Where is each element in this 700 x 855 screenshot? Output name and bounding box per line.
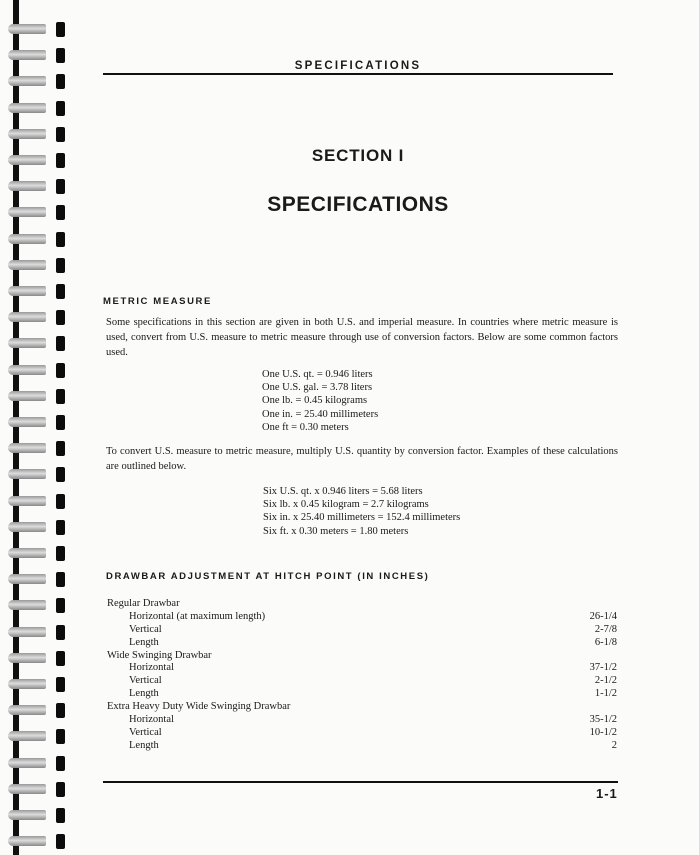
row-value: 2-1/2 — [594, 675, 617, 687]
binding-coil — [8, 179, 60, 194]
binding-coil — [8, 232, 60, 247]
binding-coil — [8, 258, 60, 273]
binding-coil — [8, 494, 60, 509]
row-label: Horizontal (at maximum length) — [129, 610, 266, 622]
row-label: Regular Drawbar — [107, 598, 180, 609]
conversion-examples — [263, 485, 460, 538]
page-title: SPECIFICATIONS — [267, 193, 449, 216]
row-value: 6-1/8 — [594, 636, 617, 648]
binding-coil — [8, 441, 60, 456]
conversion-example: Six ft. x 0.30 meters = 1.80 meters — [263, 525, 409, 537]
drawbar-heading: DRAWBAR ADJUSTMENT AT HITCH POINT (IN INCHES) — [106, 571, 430, 582]
conversion-example: Six in. x 25.40 millimeters = 152.4 millimeters — [263, 512, 461, 524]
binding-coil — [8, 598, 60, 613]
running-head: SPECIFICATIONS — [294, 60, 422, 72]
binding-coil — [8, 808, 60, 823]
binding-coil — [8, 467, 60, 482]
page-number: 1-1 — [596, 786, 618, 801]
binding-coil — [8, 153, 60, 168]
binding-coil — [8, 389, 60, 404]
metric-heading: METRIC MEASURE — [103, 296, 212, 307]
binding-coil — [8, 284, 60, 299]
footer-rule — [103, 781, 618, 783]
row-value: 26-1/4 — [589, 610, 617, 622]
binding-coil — [8, 127, 60, 142]
binding-coil — [8, 572, 60, 587]
binding-coil — [8, 48, 60, 63]
table-row — [107, 650, 617, 663]
binding-coil — [8, 651, 60, 666]
metric-intro: Some specifications in this section are given in both U.S. and imperial measure. In countries where metric measure is used, convert from U.S. measure to metric measure through use of conversion factors. Below are some common factors used. — [106, 317, 618, 358]
binding-coil — [8, 834, 60, 849]
drawbar-table — [107, 598, 617, 753]
conversion-example: Six U.S. qt. x 0.946 liters = 5.68 liters — [263, 486, 423, 497]
header-rule — [103, 73, 613, 75]
binding-coil — [8, 677, 60, 692]
table-row — [107, 624, 617, 637]
spiral-binding — [0, 0, 72, 855]
table-row — [107, 637, 617, 650]
row-value: 2-7/8 — [594, 623, 617, 635]
row-label: Horizontal — [129, 662, 174, 674]
conversion-factor: One ft = 0.30 meters — [262, 421, 349, 433]
binding-coil — [8, 756, 60, 771]
binding-coil — [8, 22, 60, 37]
binding-coil — [8, 520, 60, 535]
row-value: 10-1/2 — [589, 726, 617, 738]
section-label: SECTION I — [311, 146, 405, 165]
row-label: Wide Swinging Drawbar — [107, 649, 212, 661]
conversion-factors — [262, 368, 378, 434]
row-value: 1-1/2 — [594, 688, 617, 700]
table-row — [107, 688, 617, 701]
row-label: Length — [129, 739, 159, 751]
table-row — [107, 598, 617, 611]
row-label: Extra Heavy Duty Wide Swinging Drawbar — [107, 701, 291, 713]
conversion-factor: One in. = 25.40 millimeters — [262, 408, 379, 420]
table-row — [107, 611, 617, 624]
row-label: Length — [129, 636, 159, 648]
table-row — [107, 714, 617, 727]
binding-coil — [8, 336, 60, 351]
table-row — [107, 662, 617, 675]
table-row — [107, 727, 617, 740]
row-label: Vertical — [129, 623, 162, 635]
conversion-example: Six lb. x 0.45 kilogram = 2.7 kilograms — [263, 499, 429, 511]
row-label: Horizontal — [129, 714, 174, 726]
binding-coil — [8, 703, 60, 718]
table-row — [107, 740, 617, 753]
binding-coil — [8, 415, 60, 430]
row-value: 37-1/2 — [589, 662, 617, 674]
binding-coil — [8, 625, 60, 640]
table-row — [107, 675, 617, 688]
table-row — [107, 701, 617, 714]
binding-coil — [8, 74, 60, 89]
binding-coil — [8, 205, 60, 220]
conversion-factor: One lb. = 0.45 kilograms — [262, 395, 368, 407]
row-value: 35-1/2 — [589, 714, 617, 726]
convert-instructions: To convert U.S. measure to metric measure, multiply U.S. quantity by conversion factor. Examples of these calculations are outlined below. — [106, 446, 618, 472]
binding-coil — [8, 546, 60, 561]
row-value: 2 — [611, 739, 617, 751]
conversion-factor: One U.S. qt. = 0.946 liters — [262, 369, 373, 380]
binding-coil — [8, 782, 60, 797]
row-label: Vertical — [129, 675, 162, 687]
binding-coil — [8, 310, 60, 325]
binding-coil — [8, 363, 60, 378]
row-label: Length — [129, 688, 159, 700]
binding-coil — [8, 101, 60, 116]
conversion-factor: One U.S. gal. = 3.78 liters — [262, 382, 373, 394]
row-label: Vertical — [129, 726, 162, 738]
binding-coil — [8, 729, 60, 744]
